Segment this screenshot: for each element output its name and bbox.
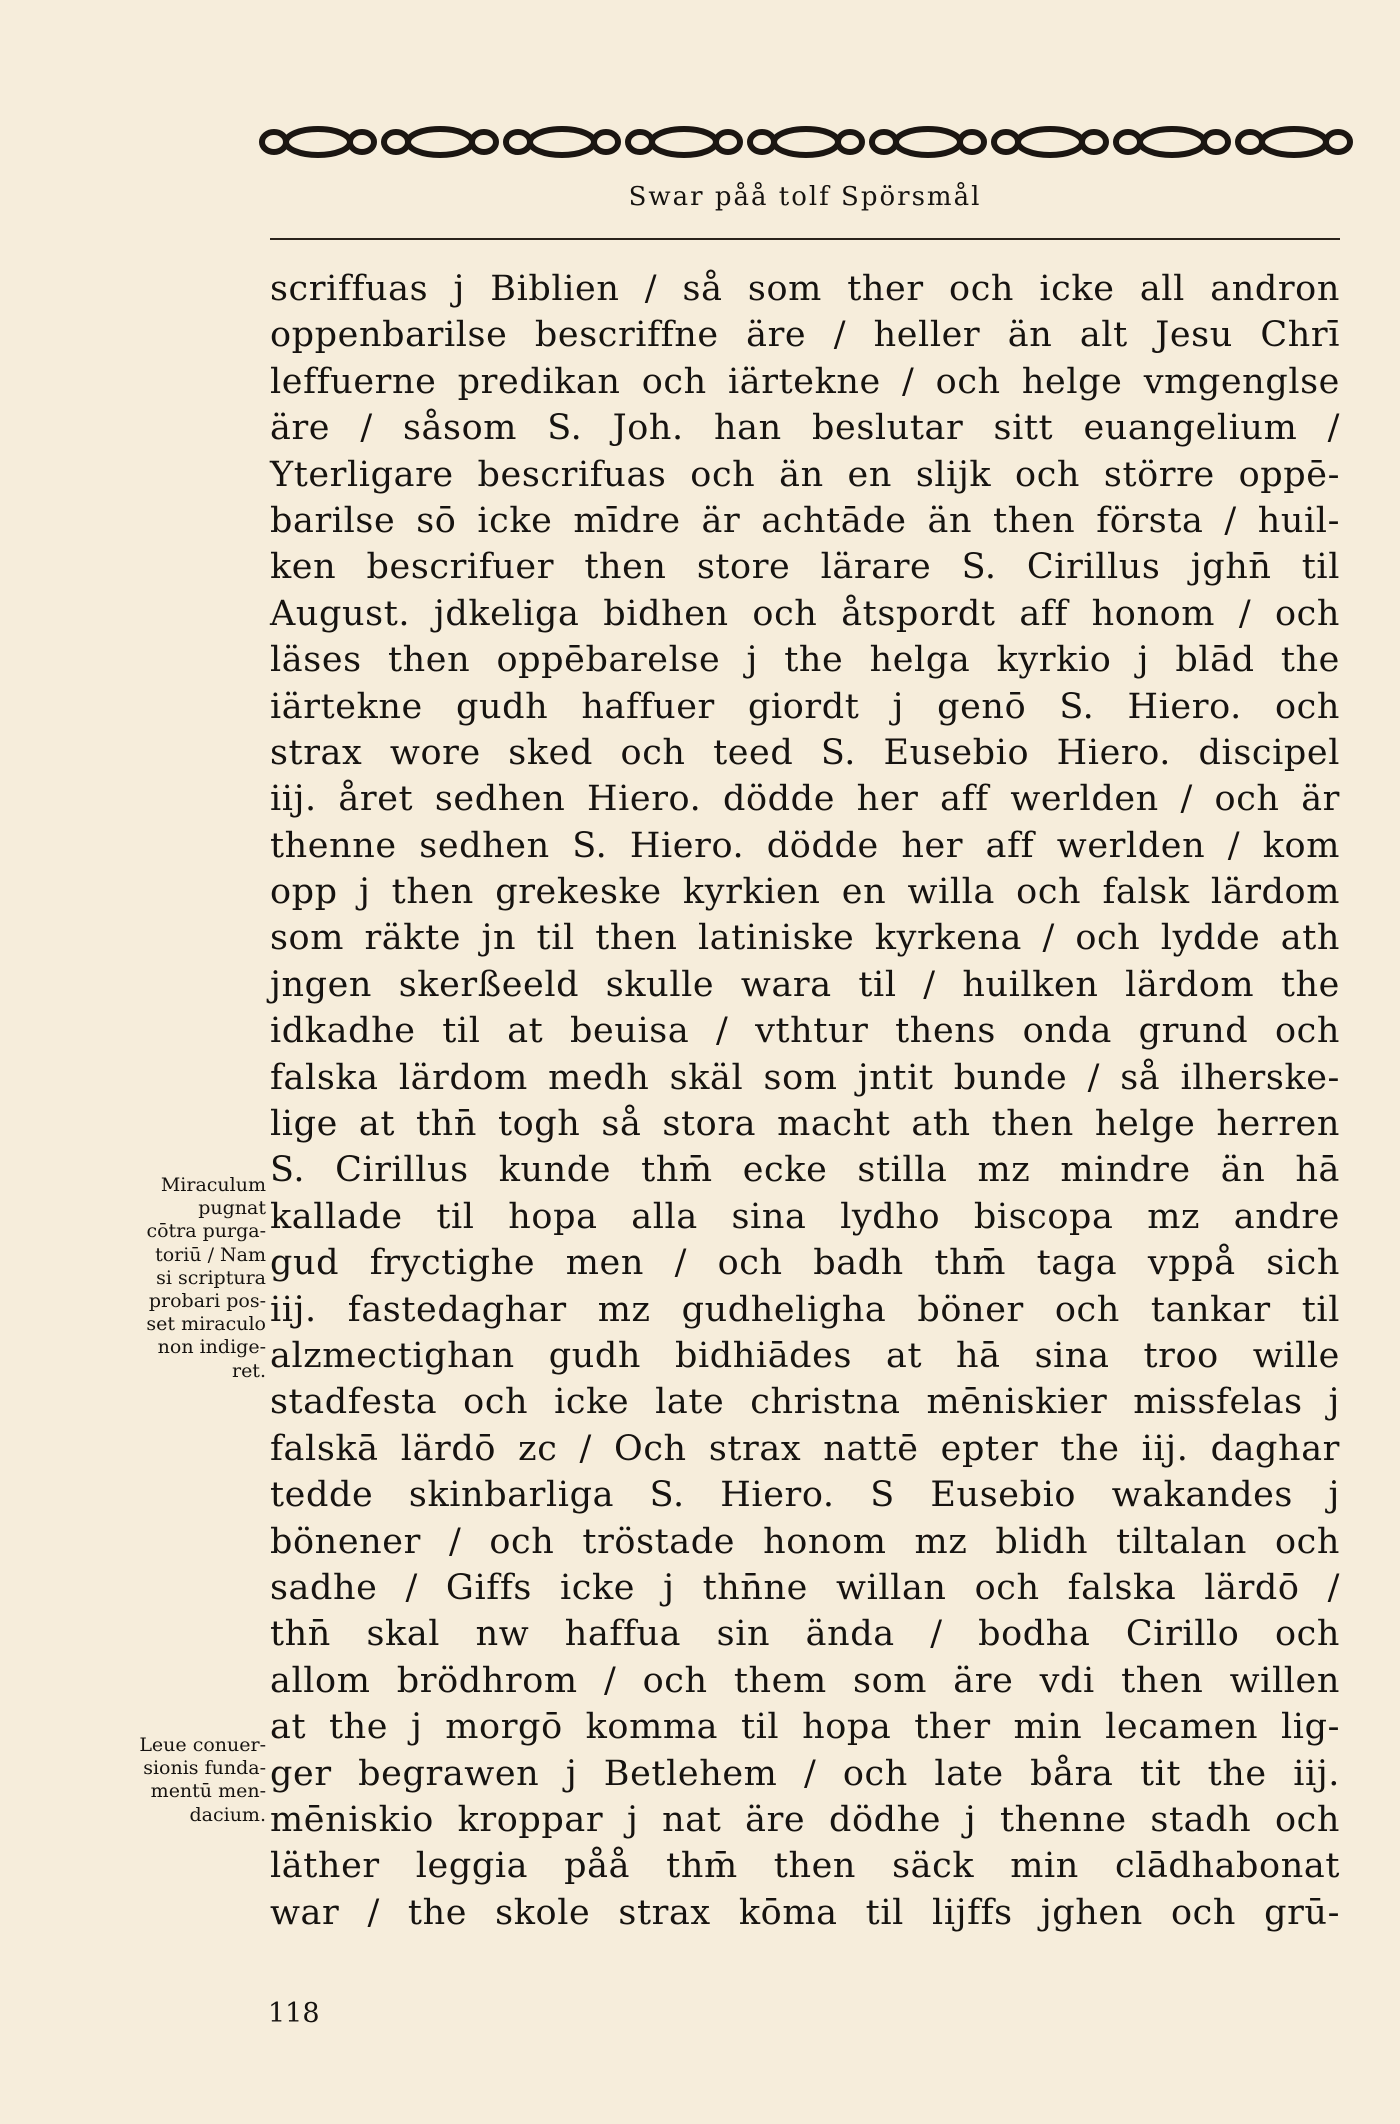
text-line: iij. fastedaghar mz gudheligha böner och tankar til — [270, 1289, 1340, 1330]
text-line: leffuerne predikan och iärtekne / och helge vmgenglse — [270, 361, 1340, 402]
text-line: tedde skinbarliga S. Hiero. S Eusebio wakandes j — [270, 1475, 1340, 1516]
text-line: sadhe / Giffs icke j thn̄ne willan och falska lärdō / — [270, 1567, 1340, 1608]
margin-note-miraculum: Miraculum pugnat cōtra purga- toriū / Nam si scriptura probari pos- set miraculo non indige- ret. — [146, 1174, 266, 1382]
text-line: lige at thn̄ togh så stora macht ath then helge herren — [270, 1104, 1340, 1145]
text-line: alzmectighan gudh bidhiādes at hā sina troo wille — [270, 1335, 1340, 1376]
running-head: Swar påå tolf Spörsmål — [628, 182, 982, 212]
text-line: ger begrawen j Betlehem / och late båra tit the iij. — [270, 1753, 1340, 1794]
text-line: mēniskio kroppar j nat äre dödhe j thenne stadh och — [270, 1799, 1340, 1840]
text-line: at the j morgō komma til hopa ther min lecamen lig- — [270, 1707, 1340, 1748]
margin-note-conuersionis: Leue conuer- sionis funda- mentū men- dacium. — [139, 1734, 266, 1826]
text-line: läther leggia påå thm̄ then säck min clādhabonat — [270, 1846, 1340, 1887]
text-line: bönener / och tröstade honom mz blidh tiltalan och — [270, 1521, 1340, 1562]
text-line: strax wore sked och teed S. Eusebio Hiero. discipel — [270, 732, 1340, 773]
text-line: falska lärdom medh skäl som jntit bunde / så ilherske- — [270, 1057, 1340, 1098]
text-line: iärtekne gudh haffuer giordt j genō S. Hiero. och — [270, 686, 1340, 727]
text-line: August. jdkeliga bidhen och åtspordt aff honom / och — [270, 593, 1340, 634]
text-line: war / the skole strax kōma til lijffs jghen och grū- — [270, 1892, 1340, 1933]
text-line: allom brödhrom / och them som äre vdi then willen — [270, 1660, 1340, 1701]
text-line: stadfesta och icke late christna mēniskier missfelas j — [270, 1382, 1340, 1423]
text-line: oppenbarilse bescriffne äre / heller än alt Jesu Chrī — [270, 315, 1340, 356]
text-line: opp j then grekeske kyrkien en willa och falsk lärdom — [270, 872, 1340, 913]
text-line: idkadhe til at beuisa / vthtur thens onda grund och — [270, 1011, 1340, 1052]
text-line: Yterligare bescrifuas och än en slijk och större oppē- — [270, 454, 1340, 495]
page-number: 118 — [268, 1998, 320, 2029]
text-line: läses then oppēbarelse j the helga kyrkio j blād the — [270, 640, 1340, 681]
text-line: thn̄ skal nw haffua sin ända / bodha Cirillo och — [270, 1614, 1340, 1655]
text-line: som räkte jn til then latiniske kyrkena / och lydde ath — [270, 918, 1340, 959]
text-line: S. Cirillus kunde thm̄ ecke stilla mz mindre än hā — [270, 1150, 1340, 1191]
text-line: kallade til hopa alla sina lydho biscopa mz andre — [270, 1196, 1340, 1237]
text-line: gud fryctighe men / och badh thm̄ taga vppå sich — [270, 1243, 1340, 1284]
text-line: falskā lärdō zc / Och strax nattē epter the iij. daghar — [270, 1428, 1340, 1469]
body-text — [270, 266, 1340, 1936]
text-line: scriffuas j Biblien / så som ther och icke all andron — [270, 269, 1340, 309]
ornamental-border — [254, 112, 1354, 172]
text-line: ken bescrifuer then store lärare S. Cirillus jghn̄ til — [270, 547, 1340, 588]
text-line: iij. året sedhen Hiero. dödde her aff werlden / och är — [270, 779, 1340, 820]
text-line: jngen skerßeeld skulle wara til / huilken lärdom the — [270, 964, 1340, 1005]
text-line: äre / såsom S. Joh. han beslutar sitt euangelium / — [270, 408, 1340, 449]
text-line: thenne sedhen S. Hiero. dödde her aff werlden / kom — [270, 825, 1340, 866]
text-line: barilse sō icke mīdre är achtāde än then första / huil- — [270, 500, 1340, 541]
header-rule — [270, 238, 1340, 240]
